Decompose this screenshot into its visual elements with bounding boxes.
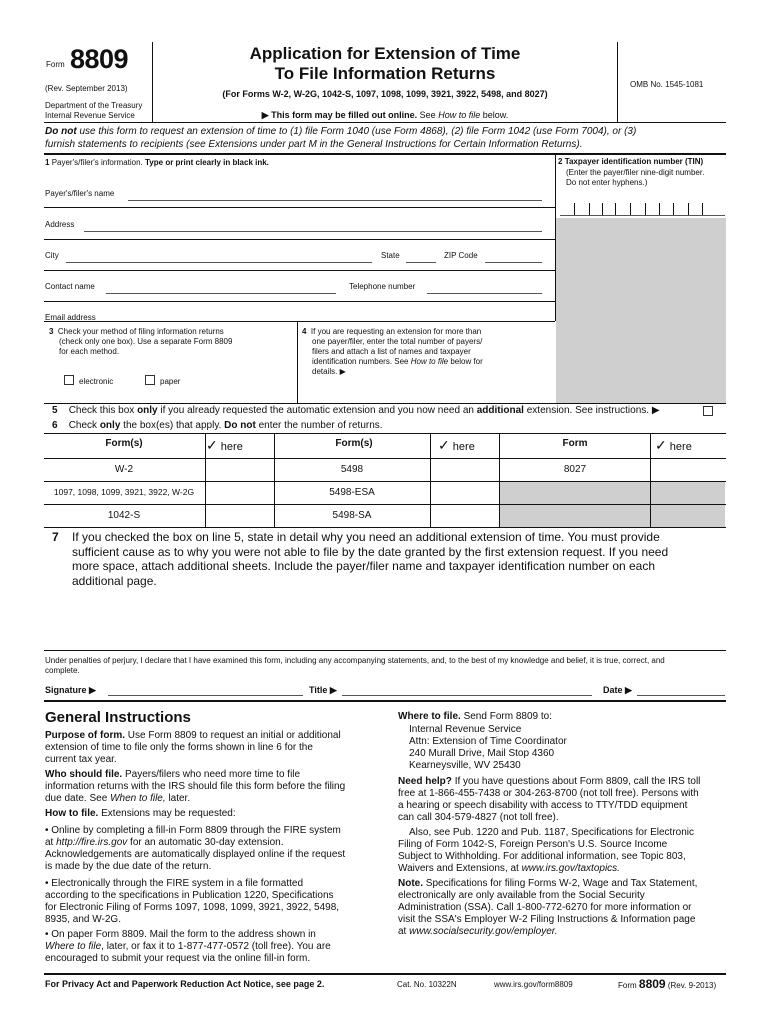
telephone-field[interactable] [427,293,542,294]
address-field[interactable] [84,231,542,232]
form-subtitle: (For Forms W-2, W-2G, 1042-S, 1097, 1098, 1099, 3921, 3922, 5498, and 8027) [222,89,548,99]
col-header-form: Form [562,438,588,449]
line6-text: 6 Check only the box(es) that apply. Do not enter the number of returns. [52,420,383,431]
purpose-paragraph: Purpose of form. Use Form 8809 to request an initial or additional extension of time to file only the forms shown in line 6 for the current tax year. [45,730,341,765]
paper-checkbox[interactable] [145,375,155,385]
form-5498: 5498 [340,464,364,475]
date-label: Date ▶ [603,685,632,695]
ssa-employer-link[interactable]: www.socialsecurity.gov/employer. [409,926,558,937]
col-header-forms: Form(s) [105,438,143,449]
checkbox-1042s[interactable] [206,505,273,526]
form-title-2: To File Information Returns [274,64,496,83]
checkbox-8027[interactable] [651,459,725,480]
electronic-checkbox[interactable] [64,375,74,385]
line5-text: 5 Check this box only if you already requested the automatic extension and you now need an additional extension. See instructions. ▶ [52,405,660,416]
form-8027: 8027 [563,464,587,475]
zip-label: ZIP Code [444,251,478,260]
line7-text: 7 If you checked the box on line 5, state in detail why you need an additional extension of time. You must provide sufficient cause as to why you were not able to file by the date granted by the first extension request. If you need more space, attach additional sheets. Include the payer/filer name and taxpayer identification number on each additional page. [52,530,669,588]
form-1097-group: 1097, 1098, 1099, 3921, 3922, W-2G [53,487,195,497]
form-5498-sa: 5498-SA [332,510,372,521]
how-to-file-link[interactable]: How to file [438,110,481,120]
where-to-file-paragraph: Where to file. Send Form 8809 to: [398,711,552,722]
contact-name-label: Contact name [45,282,95,291]
contact-name-field[interactable] [106,293,336,294]
also-see-paragraph: Also, see Pub. 1220 and Pub. 1187, Specifications for Electronic Filing of Form 1042-S, Foreign Person's U.S. Source Income Subject to Withholding. For additional information, see Topic 803, Waivers and Extensions, at www.irs.gov/taxtopics. [398,827,694,874]
col-header-forms-2: Form(s) [335,438,373,449]
telephone-label: Telephone number [349,282,416,291]
state-field[interactable] [406,262,436,263]
taxtopics-link[interactable]: www.irs.gov/taxtopics. [521,863,620,874]
electronic-bullet: • Electronically through the FIRE system in a file formatted according to the specifications in Publication 1220, Specifications for Electronic Filing of Forms 1097, 1098, 1099, 3921, 3922, 5498, 8935, and W-2G. [45,878,340,925]
department: Department of the Treasury [45,101,143,110]
city-field[interactable] [66,262,372,263]
zip-field[interactable] [485,262,542,263]
line7-explanation-area[interactable] [44,592,726,648]
state-label: State [381,251,400,260]
form-url[interactable]: www.irs.gov/form8809 [494,980,573,989]
form-1042s: 1042-S [107,510,141,521]
catalog-number: Cat. No. 10322N [397,980,457,989]
payer-name-field[interactable] [128,200,542,201]
paper-bullet: • On paper Form 8809. Mail the form to the address shown in Where to file, later, or fax it to 1-877-477-0572 (toll free). You are encouraged to submit your request via the online fill-in form. [45,929,331,964]
line5-checkbox[interactable] [703,406,713,416]
city-label: City [45,251,59,260]
checkbox-w2[interactable] [206,459,273,480]
email-label: Email address [45,313,96,322]
footer-form-id: Form 8809 (Rev. 9-2013) [618,977,717,991]
general-instructions-heading: General Instructions [45,709,191,726]
line2-label: 2 Taxpayer identification number (TIN) [558,157,704,166]
form-w2: W-2 [114,464,134,475]
agency: Internal Revenue Service [45,111,135,120]
col-header-check-3: ✓ here [655,437,692,453]
checkbox-1097-group[interactable] [206,482,273,503]
line2-note: (Enter the payer/filer nine-digit number. Do not enter hyphens.) [566,168,705,187]
paper-label: paper [160,377,181,386]
form-5498-esa: 5498-ESA [329,487,375,498]
col-header-check: ✓ here [206,437,243,453]
line1-label: 1 Payer's/filer's information. Type or print clearly in black ink. [45,158,269,167]
line4-text: 4 If you are requesting an extension for more than one payer/filer, enter the total number of payers/ filers and attach a list of names and taxpayer identification numbers. See How to file below for details. ▶ [302,327,483,376]
title-field[interactable] [342,695,592,696]
online-bullet: • Online by completing a fill-in Form 8809 through the FIRE system at http://fire.irs.gov for an automatic 30-day extension. Acknowledgements are automatically displayed online if the request is made by the due date of the return. [45,825,346,872]
address-label: Address [45,220,75,229]
payer-name-label: Payer's/filer's name [45,189,115,198]
shaded-area [556,218,726,403]
fire-link[interactable]: http://fire.irs.gov [56,837,128,848]
form-number: 8809 [70,44,129,74]
warning-text: Do not use this form to request an extension of time to (1) file Form 1040 (use Form 4868), (2) file Form 1042 (use Form 7004), or (3) [45,126,637,137]
note-paragraph: Note. Specifications for filing Forms W-2, Wage and Tax Statement, electronically are only available from the Social Security Administration (SSA). Call 1-800-772-6270 for more information or visit the SSA's Employer W-2 Filing Instructions & Information page at www.socialsecurity.gov/employer. [398,878,698,937]
line3-text: 3 Check your method of filing information returns (check only one box). Use a separate Form 8809 for each method. [49,327,233,356]
privacy-notice: For Privacy Act and Paperwork Reduction Act Notice, see page 2. [45,979,325,989]
warning-text-2: furnish statements to recipients (see Extensions under part M in the General Instructions for Certain Information Returns). [45,139,583,150]
need-help-paragraph: Need help? If you have questions about Form 8809, call the IRS toll free at 1-866-455-7438 or 304-263-8700 (not toll free). Persons with a hearing or speech disability with access to TTY/TDD equipment can call 304-579-4827 (not toll free). [398,776,701,823]
signature-label: Signature ▶ [45,685,96,695]
checkbox-5498-sa[interactable] [431,505,498,526]
col-header-check-2: ✓ here [438,437,475,453]
online-note: ▶ This form may be filled out online. See How to file below. [261,110,509,120]
form-word: Form [46,60,65,69]
omb-number: OMB No. 1545-1081 [630,80,704,89]
form-title: Application for Extension of Time [249,44,521,63]
revision-date: (Rev. September 2013) [45,84,128,93]
mailing-address: Internal Revenue Service Attn: Extension of Time Coordinator 240 Murall Drive, Mail Stop 4360 Kearneysville, WV 25430 [409,724,567,771]
who-should-file-paragraph: Who should file. Payers/filers who need more time to file information returns with the IRS should file this form before the filing due date. See When to file, later. [45,769,346,804]
electronic-label: electronic [79,377,114,386]
date-field[interactable] [637,695,725,696]
checkbox-5498[interactable] [431,459,498,480]
title-label: Title ▶ [309,685,337,695]
checkbox-5498-esa[interactable] [431,482,498,503]
signature-field[interactable] [108,695,303,696]
perjury-statement: Under penalties of perjury, I declare that I have examined this form, including any accompanying statements, and, to the best of my knowledge and belief, it is true, correct, and complete. [45,656,665,675]
how-to-file-paragraph: How to file. Extensions may be requested: [45,808,236,819]
